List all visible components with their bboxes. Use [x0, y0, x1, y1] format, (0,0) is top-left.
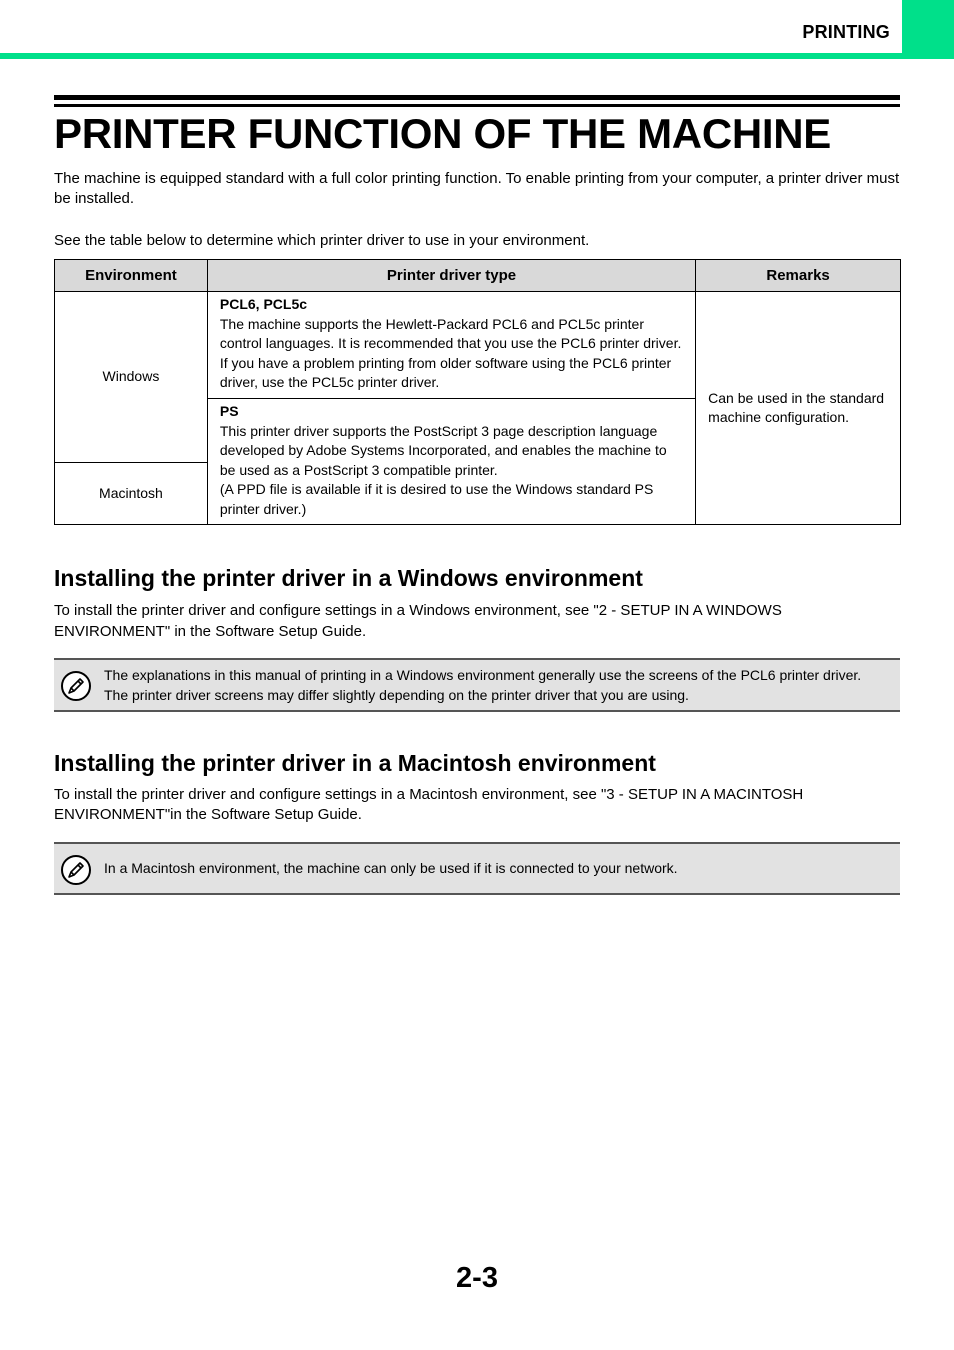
ps-driver-title: PS [219, 403, 239, 419]
windows-note-text: The explanations in this manual of printing in a Windows environment generally use the screens of the PCL6 printer driver. The printer driver screens may differ slightly depending on the printer driver that you are using. [104, 667, 862, 703]
ps-driver-description: This printer driver supports the PostScript 3 page description language developed by Adobe Systems Incorporated, and enables the machine to be used as a PostScript 3 compatible printer. [219, 422, 667, 478]
mac-section-body: To install the printer driver and configure settings in a Macintosh environment, see "3 - SETUP IN A MACINTOSH ENVIRONMENT"in the Software Setup Guide. [54, 786, 804, 823]
env-windows-cell: Windows [55, 292, 208, 463]
mac-section-heading: Installing the printer driver in a Macintosh environment [54, 750, 656, 776]
ps-driver-ppd-note: (A PPD file is available if it is desired to use the Windows standard PS printer driver.) [219, 481, 654, 517]
windows-note-box [54, 658, 900, 712]
pcl-driver-cell [207, 292, 695, 399]
page-title: PRINTER FUNCTION OF THE MACHINE [54, 110, 832, 157]
title-rule-thin [54, 104, 900, 107]
column-header-environment: Environment [55, 260, 208, 292]
page-number: 2-3 [456, 1262, 498, 1294]
header-accent-line [0, 53, 954, 59]
column-header-driver-type: Printer driver type [207, 260, 695, 292]
printer-driver-table [54, 259, 901, 525]
pcl-driver-title: PCL6, PCL5c [219, 296, 308, 312]
pencil-note-icon [60, 854, 92, 886]
windows-section-body: To install the printer driver and configure settings in a Windows environment, see "2 - SETUP IN A WINDOWS ENVIRONMENT" in the Software Setup Guide. [54, 602, 782, 640]
column-header-remarks: Remarks [696, 260, 901, 292]
intro-table-reference: See the table below to determine which printer driver to use in your environment. [54, 232, 590, 249]
header-accent-tab [902, 0, 954, 59]
ps-driver-cell [207, 399, 695, 525]
env-macintosh-cell: Macintosh [55, 462, 208, 525]
mac-note-text: In a Macintosh environment, the machine can only be used if it is connected to your network. [104, 860, 678, 876]
pcl-driver-description: The machine supports the Hewlett-Packard PCL6 and PCL5c printer control languages. It is recommended that you use the PCL6 printer driver. If you have a problem printing from older software using the PCL6 printer driver, use the PCL5c printer driver. [219, 315, 682, 390]
title-rule-thick [54, 95, 900, 100]
intro-paragraph: The machine is equipped standard with a full color printing function. To enable printing from your computer, a printer driver must be installed. [54, 170, 900, 207]
table-header-row [55, 260, 901, 292]
section-label: PRINTING [802, 22, 890, 42]
table-row [55, 292, 901, 399]
pencil-note-icon [60, 670, 92, 702]
remarks-cell: Can be used in the standard machine configuration. [696, 292, 901, 525]
windows-section-heading: Installing the printer driver in a Windows environment [54, 565, 643, 591]
mac-note-box [54, 842, 900, 895]
